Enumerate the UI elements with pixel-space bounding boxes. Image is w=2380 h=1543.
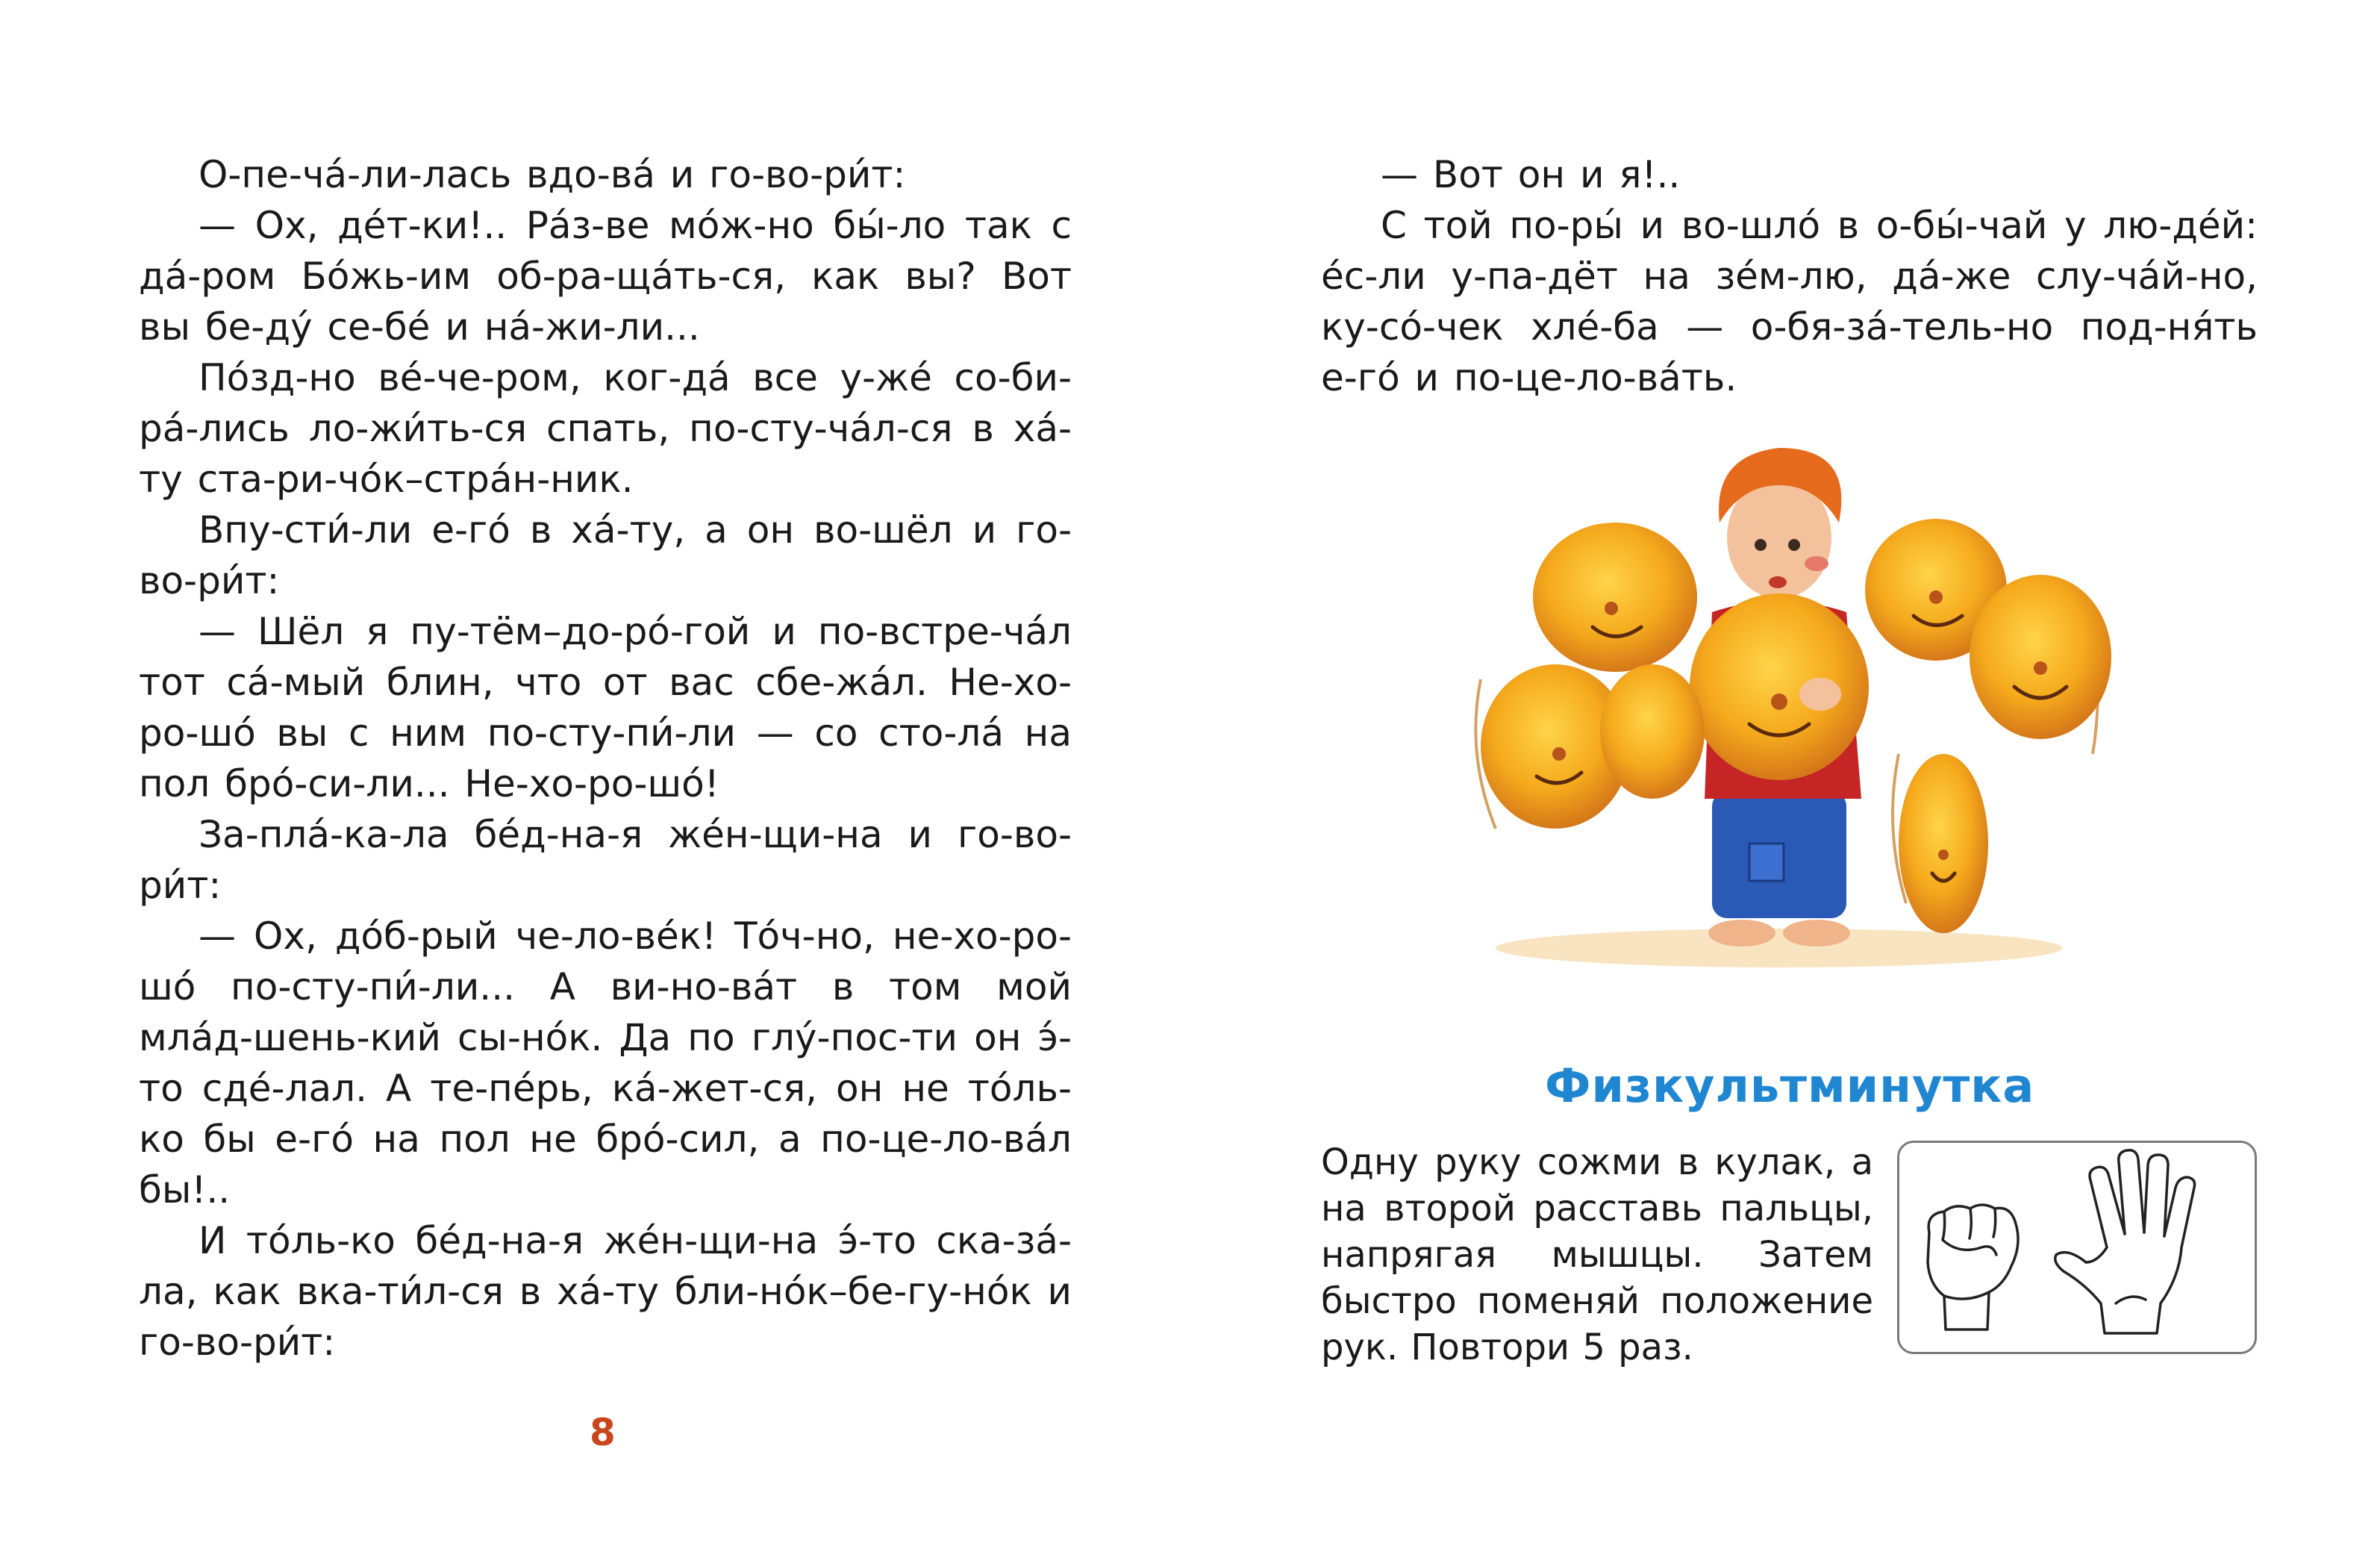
- paragraph: За-пла́-ка-ла бе́д-на-я же́н-щи-на и го-во-ри́т:: [139, 813, 1072, 907]
- story-text-left: [139, 149, 1072, 1368]
- paragraph: По́зд-но ве́-че-ром, ког-да́ все у-же́ со-би-ра́-лись ло-жи́ть-ся спать, по-сту-ча́л-ся в ха́-ту ста-ри-чо́к–стра́н-ник.: [139, 356, 1072, 501]
- paragraph: С той по-ры́ и во-шло́ в о-бы́-чай у лю-де́й: е́с-ли у-па-дёт на зе́м-лю, да́-же слу-ча́й-но, ку-со́-чек хле́-ба — о-бя-за́-тель-но под-ня́ть е-го́ и по-це-ло-ва́ть.: [1321, 204, 2258, 399]
- section-title: Физкультминутка: [1545, 1059, 2035, 1113]
- page-number: 8: [590, 1411, 616, 1454]
- boy-with-pancakes-illustration: [1466, 440, 2137, 985]
- right-page: [1190, 0, 2380, 1543]
- paragraph: О-пе-ча́-ли-лась вдо-ва́ и го-во-ри́т:: [199, 153, 906, 196]
- paragraph: — Шёл я пу-тём–до-ро́-гой и по-встре-ча́л тот са́-мый блин, что от вас сбе-жа́л. Не-хо-ро-шо́ вы с ним по-сту-пи́-ли — со сто-ла́ на пол бро́-си-ли... Не-хо-ро-шо́!: [139, 610, 1072, 805]
- paragraph: И то́ль-ко бе́д-на-я же́н-щи-на э́-то ска-за́-ла, как вка-ти́л-ся в ха́-ту бли-но́к–бе-гу-но́к и го-во-ри́т:: [139, 1219, 1072, 1364]
- story-text-right: [1321, 149, 2258, 403]
- exercise-instructions: [1321, 1139, 1873, 1371]
- paragraph: — Вот он и я!..: [1381, 153, 1681, 196]
- paragraph: Впу-сти́-ли е-го́ в ха́-ту, а он во-шёл и го-во-ри́т:: [139, 508, 1072, 602]
- paragraph: — Ох, де́т-ки!.. Ра́з-ве мо́ж-но бы́-ло так с да́-ром Бо́жь-им об-ра-ща́ть-ся, как вы? Вот вы бе-ду́ се-бе́ и на́-жи-ли...: [139, 204, 1072, 349]
- exercise-paragraph: Одну руку сожми в кулак, а на второй расставь пальцы, напрягая мышцы. Затем быстро поменяй положение рук. Повтори 5 раз.: [1321, 1141, 1873, 1368]
- paragraph: — Ох, до́б-рый че-ло-ве́к! То́ч-но, не-хо-ро-шо́ по-сту-пи́-ли... А ви-но-ва́т в том мой мла́д-шень-кий сы-но́к. Да по глу́-пос-ти он э́-то сде́-лал. А те-пе́рь, ка́-жет-ся, он не то́ль-ко бы е-го́ на пол не бро́-сил, а по-це-ло-ва́л бы!..: [139, 914, 1072, 1212]
- hands-exercise-box: [1897, 1141, 2257, 1354]
- fist-and-open-hand-icon: [1899, 1143, 2255, 1352]
